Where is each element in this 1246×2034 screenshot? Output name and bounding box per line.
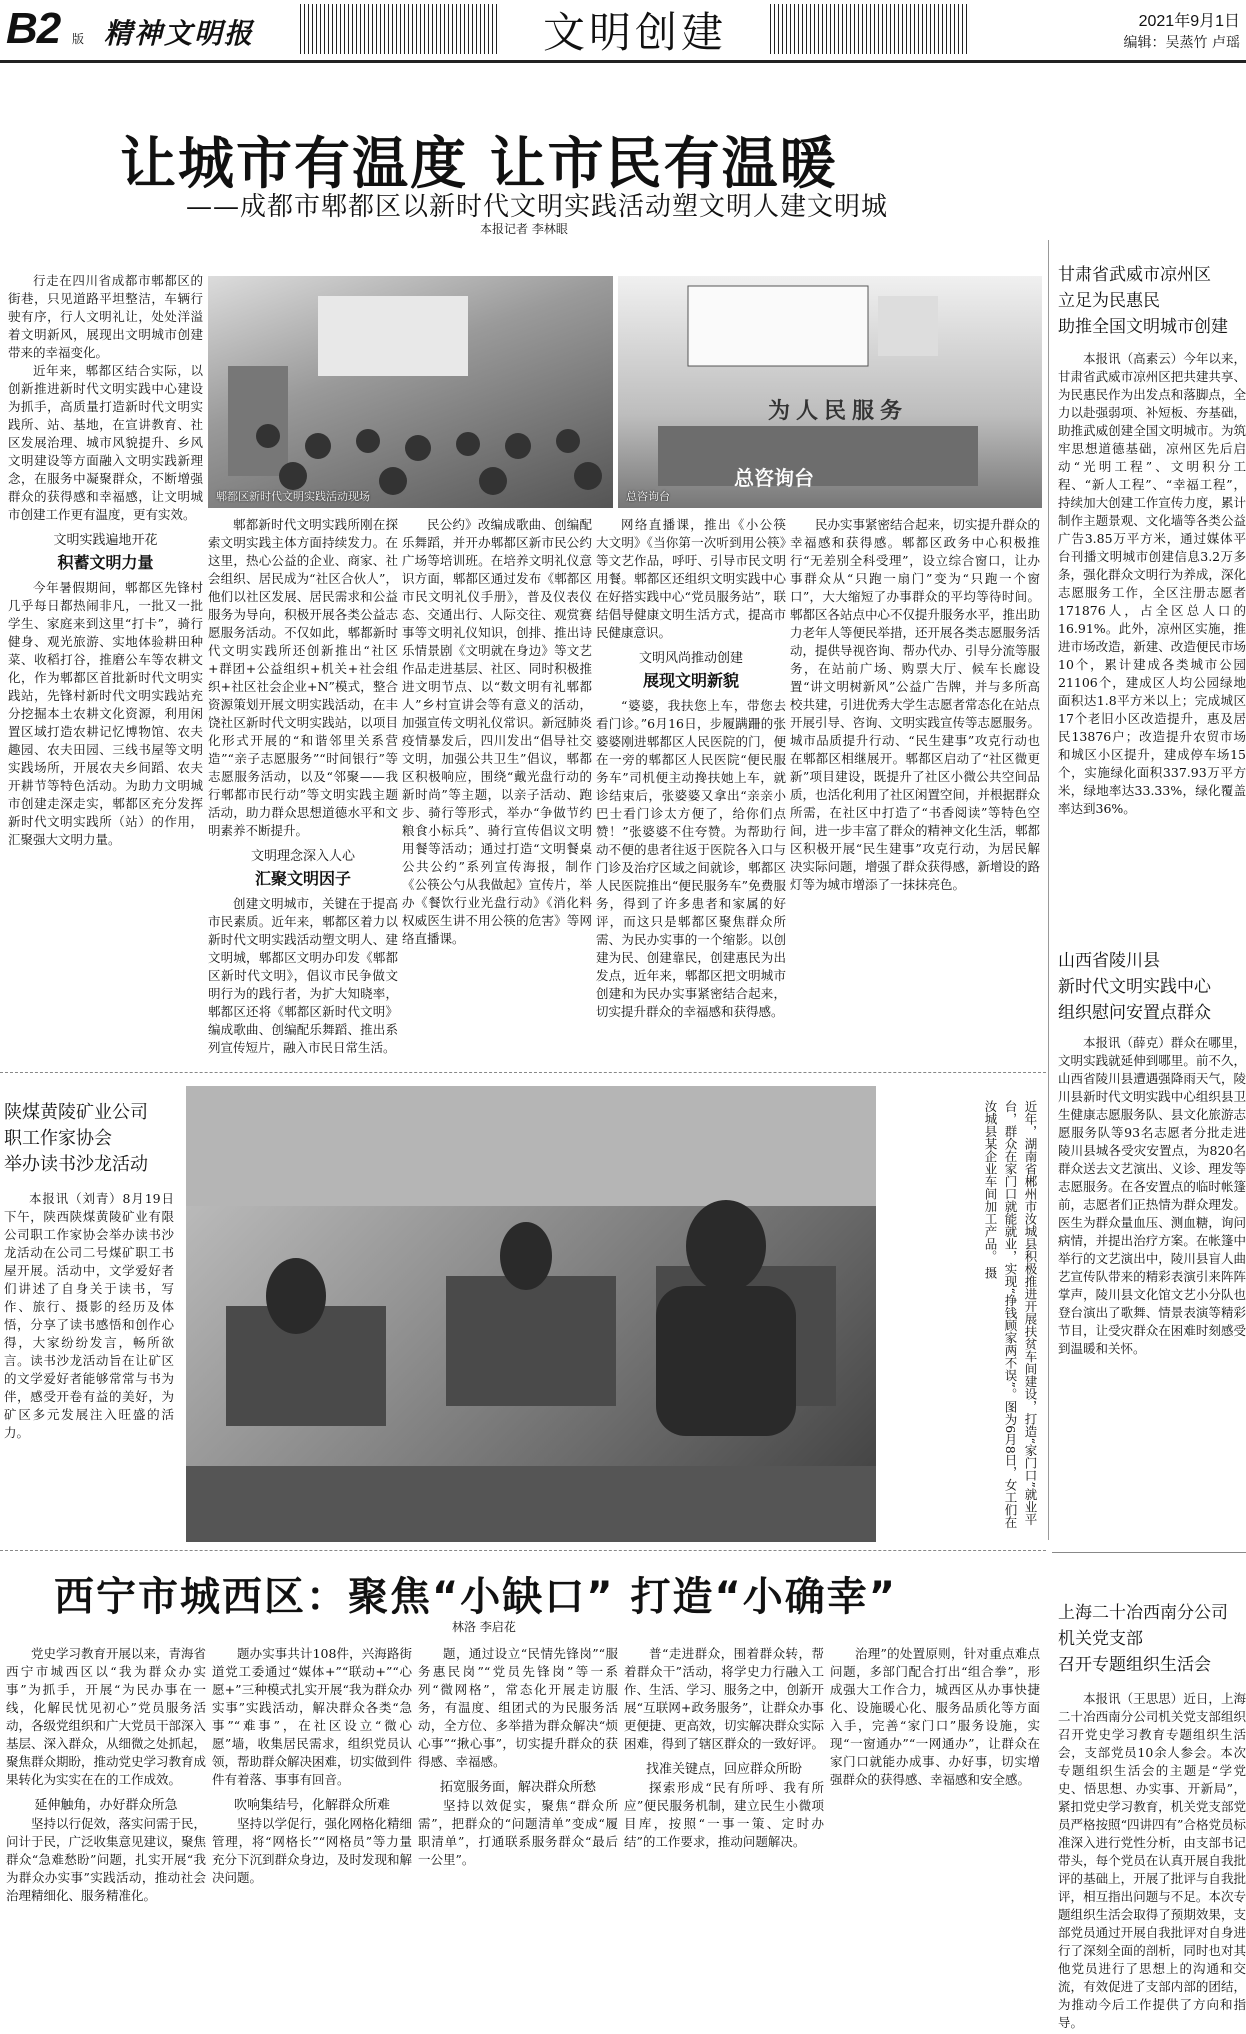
lead-col3-text: 民公约》改编成歌曲、创编配乐舞蹈，并开办郫都区新市民公约广场等培训班。在培养文明礼仪意识方面，郫都区通过发布《郫都区市民文明礼仪手册》，普及仪表仪态、交通出行、人际交往、观赏赛事等文明礼仪知识，创排、推出诗乐情景剧《文明就在身边》等文艺作品走进基层、社区、同时积极推进文明节点、以“数文明有礼郫都人”乡村宣讲会等有意义的活动，加强宣传文明礼仪常识。新冠肺炎疫情暴发后，四川发出“倡导社交文明，加强公共卫生”倡议，郫都区积极响应，围绕“戴光盘行动的新时尚”等主题，以亲子活动、跑步、骑行等形式，举办“争做节约粮食小标兵”、骑行宣传倡议文明用餐等活动；通过打造“文明餐桌公共公约”系列宣传海报，制作《公筷公勺从我做起》宣传片，举办《餐饮行业光盘行动》《消化料权威医生讲不用公筷的危害》等网络直播课。 [402, 517, 592, 946]
sidebar-story1-title-line1: 甘肃省武威市凉州区 [1058, 265, 1211, 285]
bottom-column-2 [212, 1645, 412, 2030]
bottom-top-rule [0, 1550, 1046, 1551]
sidebar-divider [1048, 240, 1049, 1540]
bottom-col2-text2: 坚持以学促行，强化网格化精细管理，将“网格长”“网格员”等力量充分下沉到群众身边，及时发现和解决问题。 [212, 1816, 413, 1885]
bottom-col1-kicker: 延伸触角，办好群众所急 [34, 1798, 178, 1813]
lead-section3-title: 展现文明新貌 [642, 671, 739, 690]
lead-section1-text: 今年暑假期间，郫都区先锋村几乎每日都热闹非凡，一批又一批学生、家庭来到这里“打卡”，骑行健身、观光旅游、实地体验耕田种菜、收稻打谷，推磨公车等农耕文化，作为郫都区首批新时代文明实践站，先锋村新时代文明实践站充分挖掘本土农耕文化资源，利用闲置区域打造农耕记忆博物馆、农夫趣园、农夫田园、三线书屋等文明实践场所，开展农夫乡间蹈、农夫开耕节等特色活动。为助力文明城市创建走深走实，郫都区充分发挥新时代文明实践所（站）的作用，汇聚强大文明力量。 [8, 580, 203, 847]
bottom-col4-kicker: 找准关键点，回应群众所盼 [645, 1762, 802, 1777]
sidebar-story2-title-line2: 新时代文明实践中心 [1058, 977, 1211, 997]
sidebar-story3-title-line3: 召开专题组织生活会 [1058, 1655, 1211, 1675]
lead-paragraph-2: 近年来，郫都区结合实际，以创新推进新时代文明实践中心建设为抓手，高质量打造新时代文明实践所、站、基地，在宣讲教育、社区发展治理、城市风貌提升、乡风文明建设等方面融入文明实践新理念，在服务中凝聚群众，不断增强群众的获得感和幸福感，让文明城市创建工作更有温度，更有实效。 [8, 363, 203, 522]
sidebar-story1-title-line3: 助推全国文明城市创建 [1058, 317, 1228, 337]
lead-headline: 让城市有温度 让市民有温暖 [120, 132, 838, 197]
bottom-column-3 [418, 1645, 618, 2030]
sidebar-story3-title-line2: 机关党支部 [1058, 1629, 1143, 1649]
page-number: B2 [6, 4, 61, 53]
sidebar-story1-body [1058, 350, 1246, 940]
bottom-col1-text2: 坚持以行促效，落实问需于民，问计于民，广泛收集意见建议，聚焦群众“急难愁盼”问题，扎实开展“我为群众办实事”实践活动，推动社会治理精细化、服务精准化。 [6, 1816, 207, 1903]
sidebar-story3-body [1058, 1690, 1246, 2030]
mid-photo-caption [880, 1100, 1040, 1530]
mid-left-title [4, 1100, 184, 1178]
lead-byline: 本报记者 李林眼 [480, 222, 568, 236]
sidebar-story3-title-line1: 上海二十冶西南分公司 [1058, 1603, 1228, 1623]
lead-section1-kicker: 文明实践遍地开花 [53, 533, 158, 548]
bottom-byline: 林洛 李启花 [452, 1620, 516, 1634]
page-label: 版 [72, 32, 85, 46]
bottom-col3-text2: 坚持以效促实，聚焦“群众所需”，把群众的“问题清单”变成“履职清单”，打通联系服务群众“最后一公里”。 [418, 1798, 618, 1867]
lead-photo-1-image [208, 276, 613, 508]
sidebar-story2-text: 本报讯（薛克）群众在哪里，文明实践就延伸到哪里。前不久，山西省陵川县遭遇强降雨天气，陵川县新时代文明实践中心组织县卫生健康志愿服务队、县文化旅游志愿服务队等93名志愿者分批走进陵川县城各受灾安置点，为820名群众送去文艺演出、义诊、理发等志愿服务。在各安置点的临时帐篷前，志愿者们正热情为群众理发。医生为群众量血压、测血糖，询问病情，并提出治疗方案。在帐篷中举行的文艺演出中，陵川县盲人曲艺宣传队带来的精彩表演引来阵阵掌声，陵川县文化馆文艺小分队也登台演出了歌舞、情景表演等精彩节目，让受灾群众在困难时刻感受到温暖和关怀。 [1058, 1035, 1246, 1356]
lead-col4-text: 网络直播课，推出《小公筷 大文明》《当你第一次听到用公筷》等文艺作品，呼吁、引导市民文明用餐。郫都区还组织文明实践中心在好搭实践中心“党员服务站”，联结倡导健康文明生活方式，提高市民健康意识。 [596, 517, 786, 640]
sidebar-story1-title [1058, 262, 1246, 340]
lead-photo-1 [208, 276, 613, 508]
bottom-col4-text: 普“走进群众，围着群众转，帮着群众干”活动，将学史力行融入工作、生活、学习、服务之中，创新开展“互联网+政务服务”，让群众办事更便捷、更高效，切实解决群众实际困难，得到了辖区群众的一致好评。 [624, 1646, 825, 1751]
sidebar-story1-title-line2: 立足为民惠民 [1058, 291, 1160, 311]
mid-left-title-line2: 职工作家协会 [4, 1128, 112, 1149]
mid-left-title-line1: 陕煤黄陵矿业公司 [4, 1102, 148, 1123]
bottom-column-5 [830, 1645, 1040, 2030]
bottom-col3-kicker: 拓宽服务面，解决群众所愁 [439, 1780, 596, 1795]
lead-intro: 行走在四川省成都市郫都区的街巷，只见道路平坦整洁，车辆行驶有序，行人文明礼让，处处洋溢着文明新风，展现出文明城市创建带来的幸福变化。 [8, 273, 203, 360]
bottom-col3-text: 题，通过设立“民情先锋岗”“服务惠民岗”“党员先锋岗”等一系列“微网格”，常态化开展走访服务，有温度、组团式的为民服务活动，全方位、多举措为群众解决“烦心事”“揪心事”，切实提升群众的获得感、幸福感。 [418, 1646, 618, 1769]
editor-credit: 编辑：吴蒸竹 卢瑶 [1123, 35, 1240, 51]
lead-col5-text: 民办实事紧密结合起来，切实提升群众的幸福感和获得感。郫都区政务中心积极推行“无差别全科受理”，设立综合窗口，让办事群众从“只跑一扇门”变为“只跑一个窗口”，大大缩短了办事群众的平均等待时间。郫都区各站点中心不仅提升服务水平，推出助力老年人等便民举措，还开展各类志愿服务活动，提供导视咨询、帮办代办、引导分流等服务，在站前广场、购票大厅、候车长廊设置“讲文明树新风”公益广告牌，并与多所高校共建，引进优秀大学生志愿者常态化在站点开展引导、咨询、文明实践宣传等志愿服务。城市品质提升行动、“民生建事”攻克行动也在郫都区相继展开。郫都区启动了“社区微更新”项目建设，既提升了社区小微公共空间品质，也活化利用了社区闲置空间，并根据群众所需，在社区中打造了“书香阅读”等特色空间，进一步丰富了群众的精神文化生活，郫都区积极开展“民生建事”攻克行动，为居民解决实际问题，增强了群众获得感，新增设的路灯等为城市增添了一抹抹亮色。 [790, 517, 1041, 892]
lead-column-4 [596, 516, 786, 1019]
mid-photo-caption-text: 近年，湖南省郴州市汝城县积极推进开展扶贫车间建设，打造“家门口”就业平台，群众在家门口就能就业，实现“挣钱顾家两不误”。图为6月8日，女工们在汝城县某企业车间加工产品。 [983, 1100, 1038, 1529]
section-name: 文明创建 [542, 8, 727, 57]
sidebar-story3-text: 本报讯（王思思）近日，上海二十冶西南分公司机关党支部组织召开党史学习教育专题组织生活会，支部党员10余人参会。本次专题组织生活会的主题是“学党史、悟思想、办实事、开新局”，紧扣党史学习教育，机关党支部党员严格按照“四讲四有”合格党员标准深入进行党性分析，由支部书记带头，每个党员在认真开展自我批评的基础上，开展了批评与自我批评，相互指出问题与不足。本次专题组织生活会取得了预期效果，支部党员通过开展自我批评对自身进行了深刻全面的剖析，同时也对其他党员进行了思想上的沟通和交流，有效促进了支部内部的团结，为推动今后工作提供了方向和指导。 [1058, 1691, 1246, 2030]
lead-photo-2 [618, 276, 1042, 508]
bottom-col2-kicker: 吹响集结号，化解群众所难 [233, 1798, 390, 1813]
lead-col2-text2: 创建文明城市，关键在于提高市民素质。近年来，郫都区着力以新时代文明实践活动塑文明人、建文明城，郫都区文明办印发《郫都区新时代文明》，倡议市民争做文明行为的践行者，为扩大知晓率，郫都区还将《郫都区新时代文明》编成歌曲、创编配乐舞蹈、推出系列宣传短片，融入市民日常生活。 [208, 896, 398, 1055]
mid-left-title-line3: 举办读书沙龙活动 [4, 1154, 148, 1175]
lead-col4-text2: “婆婆，我扶您上车，带您去看门诊。”6月16日，步履蹒跚的张婆婆刚进郫都区人民医院的门，便在一旁的郫都区人民医院“便民服务车”司机便主动搀扶她上车，就诊结束后，张婆婆又拿出“亲亲小巴士看门诊太方便了，给你们点赞！”张婆婆不住夸赞。为帮助行动不便的患者往返于医院各入口与门诊及治疗区域之间就诊，郫都区人民医院推出“便民服务车”免费服务，得到了许多患者和家属的好评，而这只是郫都区聚焦群众所需、为民办实事的一个缩影。以创建为民、创建靠民，创建惠民为出发点，近年来，郫都区把文明城市创建和为民办实事紧密结合起来，切实提升群众的幸福感和获得感。 [596, 698, 786, 1019]
sidebar-story2-title-line1: 山西省陵川县 [1058, 951, 1160, 971]
lead-column-3 [402, 516, 592, 946]
bottom-column-4 [624, 1645, 824, 2030]
lead-photo-2-image [618, 276, 1042, 508]
mid-left-text: 本报讯（刘青）8月19日下午，陕西陕煤黄陵矿业有限公司职工作家协会举办读书沙龙活动在公司二号煤矿职工书屋开展。活动中，文学爱好者们讲述了自身关于读书，写作、旅行、摄影的经历及体悟，分享了读书感悟和创作心得，大家纷纷发言，畅所欲言。读书沙龙活动旨在让矿区的文学爱好者能够常常与书为伴，感受开卷有益的美好，为矿区多元发展注入旺盛的活力。 [4, 1191, 174, 1440]
sidebar-story1-text: 本报讯（高素云）今年以来，甘肃省武威市凉州区把共建共享、为民惠民作为出发点和落脚点，全力以赴强弱项、补短板、夯基础，助推武威创建全国文明城市。为筑牢思想道德基础，凉州区先后启动“光明工程”、文明积分工程、“新人工程”、“幸福工程”，持续加大创建工作宣传力度，累计制作主题景观、文化墙等各类公益广告3.85万平方米，通过媒体平台刊播文明城市创建信息3.2万多条，强化群众文明行为养成，深化志愿服务工作，全区注册志愿者171876人，占全区总人口的16.91%。此外，凉州区实施，推进市场改造，新建、改造便民市场10个，累计建成各类城市公园21106个，建成区人均公园绿地面积达1.8平方米以上；完成城区17个老旧小区改造提升，惠及居民13876户；改造提升农贸市场和城区小区提升，建成停车场15个，实施绿化面积337.93万平方米，绿地率达33.33%，绿化覆盖率达到36%。 [1058, 351, 1246, 816]
sidebar-story2-title [1058, 948, 1246, 1026]
bottom-column-1 [6, 1645, 206, 2030]
sidebar-rule-3 [1052, 1552, 1246, 1553]
lead-column-1 [8, 272, 203, 872]
lead-section1-title: 积蓄文明力量 [57, 553, 154, 572]
masthead [0, 0, 1246, 60]
sidebar-story2-body [1058, 1034, 1246, 1524]
mid-photo-credit: 摄 [983, 1266, 998, 1279]
lead-section3-kicker: 文明风尚推动创建 [638, 651, 743, 666]
bottom-col1-text: 党史学习教育开展以来，青海省西宁市城西区以“我为群众办实事”为抓手，开展“为民办事在一线，化解民忧见初心”党员服务活动，各级党组织和广大党员干部深入基层、深入群众，从细微之处抓起，聚焦群众期盼，推动党史学习教育成果转化为实实在在的工作成效。 [6, 1646, 207, 1787]
lead-column-2 [208, 516, 398, 1055]
masthead-rule [0, 60, 1246, 63]
lead-section2-title: 汇聚文明因子 [254, 869, 351, 888]
newspaper-name: 精神文明报 [104, 17, 255, 50]
bottom-col5-text: 治理”的处置原则，针对重点难点问题，多部门配合打出“组合拳”，形成强大工作合力，城西区从办事快捷化、设施暖心化、服务品质化等方面入手，完善“家门口”服务设施，实现“一窗通办”“一网通办”，让群众在家门口就能办成事、办好事，切实增强群众的获得感、幸福感和安全感。 [830, 1646, 1040, 1787]
masthead-hatch-left [300, 4, 500, 54]
lead-photo-1-caption: 郫都区新时代文明实践活动现场 [216, 490, 370, 503]
issue-date: 2021年9月1日 [1138, 13, 1240, 30]
bottom-col4-text2: 探索形成“民有所呼、我有所应”便民服务机制，建立民生小微项目库，按照“一事一策、定时办结”的工作要求，推动问题解决。 [624, 1780, 824, 1849]
lead-photo-2-sign: 总咨询台 [734, 466, 814, 490]
sidebar-story2-title-line3: 组织慰问安置点群众 [1058, 1003, 1211, 1023]
sidebar-story3-title [1058, 1600, 1246, 1678]
bottom-col2-text: 题办实事共计108件，兴海路街道党工委通过“媒体+”“联动+”“心愿+”三种模式扎实开展“我为群众办实事”实践活动，解决群众各类“急事”“难事”，在社区设立“微心愿”墙，收集居民需求，组织党员认领，帮助群众解决困难，切实做到件件有着落、事事有回音。 [212, 1646, 413, 1787]
mid-top-rule [0, 1072, 1046, 1073]
mid-photo [186, 1086, 876, 1542]
lead-col2-text: 郫都新时代文明实践所刚在探索文明实践主体方面持续发力。在这里，热心公益的企业、商家、社会组织、居民成为“社区合伙人”，他们以社区发展、居民需求和公益服务为导向，积极开展各类公益志愿服务活动。不仅如此，郫都新时代文明实践所还创新推出“社区+群团+公益组织+机关+社会组织+社区社会企业+N”模式，整合资源策划开展文明实践活动，在丰饶社区新时代文明实践站，以项目化形式开展的“和谐邻里关系营造”“亲子志愿服务”“时间银行”等志愿服务活动，以及“邻聚——我行郫都市民行动”等文明实践主题活动，助力群众思想道德水平和文明素养不断提升。 [208, 517, 398, 838]
masthead-hatch-right [770, 4, 970, 54]
lead-photo-2-caption: 总咨询台 [626, 490, 670, 503]
lead-section2-kicker: 文明理念深入人心 [250, 849, 355, 864]
lead-subtitle: ——成都市郫都区以新时代文明实践活动塑文明人建文明城 [186, 192, 889, 222]
mid-left-body [4, 1190, 174, 1540]
lead-column-5 [790, 516, 1041, 892]
mid-photo-image [186, 1086, 876, 1542]
bottom-headline: 西宁市城西区：聚焦“小缺口” 打造“小确幸” [54, 1574, 898, 1620]
lead-photo-2-banner: 为人民服务 [768, 398, 909, 424]
